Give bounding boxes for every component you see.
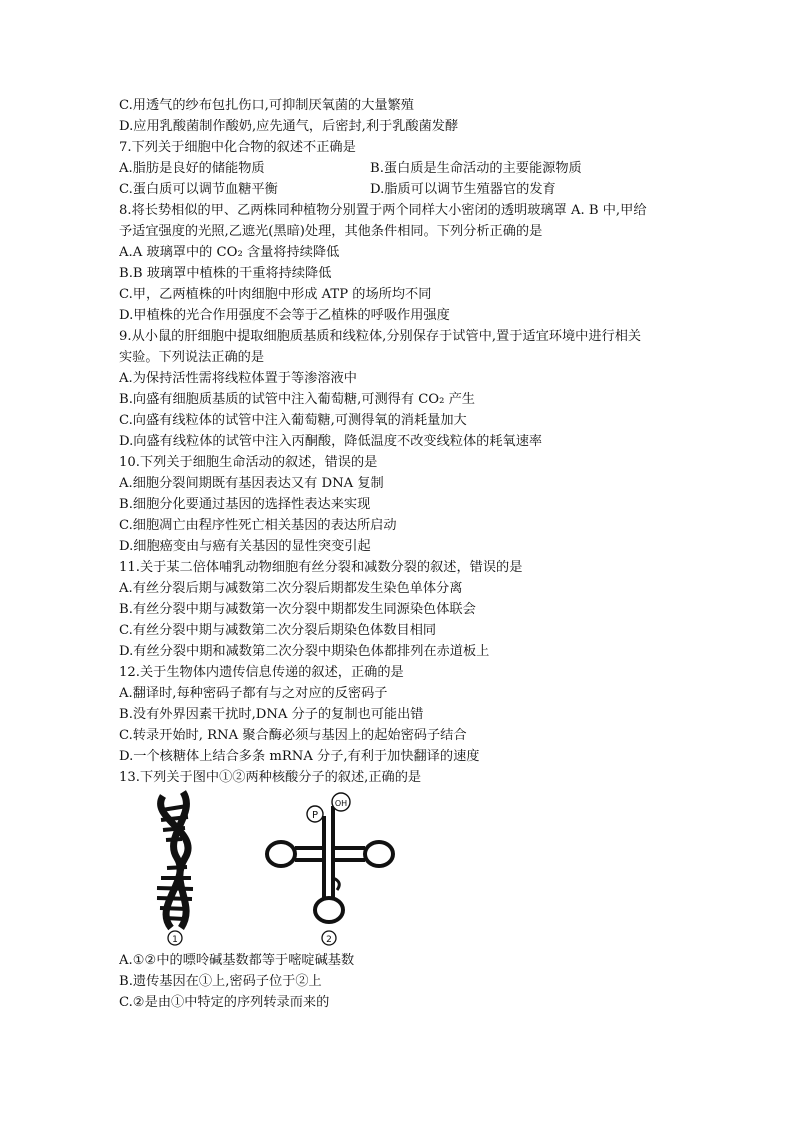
p-label: P: [311, 810, 319, 821]
q13-option-a: A.①②中的嘌呤碱基数都等于嘧啶碱基数: [119, 953, 355, 968]
label-2-text: 2: [326, 935, 332, 945]
q8-stem-line-1: 8.将长势相似的甲、乙两株同种植物分别置于两个同样大小密闭的透明玻璃罩 A. B 中,甲给: [119, 203, 647, 218]
q7-option-d: D.脂质可以调节生殖器官的发育: [370, 182, 556, 197]
figure-svg: [135, 786, 435, 946]
q9-option-a: A.为保持活性需将线粒体置于等渗溶液中: [119, 371, 357, 386]
q10-option-c: C.细胞凋亡由程序性死亡相关基因的表达所启动: [119, 518, 397, 533]
trna-cloverleaf-icon: [267, 806, 393, 922]
q6-option-c: C.用透气的纱布包扎伤口,可抑制厌氧菌的大量繁殖: [119, 98, 414, 113]
q10-option-b: B.细胞分化要通过基因的选择性表达来实现: [119, 497, 371, 512]
q12-stem: 12.关于生物体内遗传信息传递的叙述，正确的是: [119, 665, 404, 680]
label-1-text: 1: [172, 935, 178, 945]
q9-stem-line-1: 9.从小鼠的肝细胞中提取细胞质基质和线粒体,分别保存于试管中,置于适宜环境中进行相关: [119, 329, 642, 344]
q8-stem-line-2: 予适宜强度的光照,乙遮光(黑暗)处理，其他条件相同。下列分析正确的是: [119, 224, 543, 239]
q10-option-d: D.细胞癌变由与癌有关基因的显性突变引起: [119, 539, 371, 554]
q11-option-a: A.有丝分裂后期与减数第二次分裂后期都发生染色单体分离: [119, 581, 463, 596]
q11-option-d: D.有丝分裂中期和减数第二次分裂中期染色体都排列在赤道板上: [119, 644, 490, 659]
oh-label: OH: [334, 799, 348, 808]
q11-option-b: B.有丝分裂中期与减数第一次分裂中期都发生同源染色体联会: [119, 602, 476, 617]
q13-option-c: C.②是由①中特定的序列转录而来的: [119, 995, 330, 1010]
q12-option-a: A.翻译时,每种密码子都有与之对应的反密码子: [119, 686, 388, 701]
q13-option-b: B.遗传基因在①上,密码子位于②上: [119, 974, 322, 989]
q8-option-d: D.甲植株的光合作用强度不会等于乙植株的呼吸作用强度: [119, 308, 450, 323]
dna-helix-icon: [157, 792, 193, 928]
q6-option-d: D.应用乳酸菌制作酸奶,应先通气，后密封,利于乳酸菌发酵: [119, 119, 459, 134]
q10-option-a: A.细胞分裂间期既有基因表达又有 DNA 复制: [119, 476, 384, 491]
q7-options-row-1: [119, 159, 699, 179]
q7-option-c: C.蛋白质可以调节血糖平衡: [119, 182, 278, 197]
q10-stem: 10.下列关于细胞生命活动的叙述，错误的是: [119, 455, 378, 470]
nucleic-acid-figure: [135, 786, 435, 946]
q12-option-b: B.没有外界因素干扰时,DNA 分子的复制也可能出错: [119, 707, 424, 722]
q8-option-b: B.B 玻璃罩中植株的干重将持续降低: [119, 266, 332, 281]
q8-option-c: C.甲，乙两植株的叶肉细胞中形成 ATP 的场所均不同: [119, 287, 432, 302]
q9-option-d: D.向盛有线粒体的试管中注入丙酮酸，降低温度不改变线粒体的耗氧速率: [119, 434, 543, 449]
q13-stem: 13.下列关于图中①②两种核酸分子的叙述,正确的是: [119, 770, 422, 785]
q9-option-b: B.向盛有细胞质基质的试管中注入葡萄糖,可测得有 CO₂ 产生: [119, 392, 475, 407]
q11-stem: 11.关于某二倍体哺乳动物细胞有丝分裂和减数分裂的叙述，错误的是: [119, 560, 523, 575]
q12-option-c: C.转录开始时, RNA 聚合酶必须与基因上的起始密码子结合: [119, 728, 467, 743]
q8-option-a: A.A 玻璃罩中的 CO₂ 含量将持续降低: [119, 245, 340, 260]
q7-options-row-2: [119, 180, 699, 200]
q11-option-c: C.有丝分裂中期与减数第二次分裂后期染色体数目相同: [119, 623, 437, 638]
q7-option-a: A.脂肪是良好的储能物质: [119, 161, 265, 176]
q7-stem: 7.下列关于细胞中化合物的叙述不正确是: [119, 140, 356, 155]
q9-option-c: C.向盛有线粒体的试管中注入葡萄糖,可测得氧的消耗量加大: [119, 413, 467, 428]
q12-option-d: D.一个核糖体上结合多条 mRNA 分子,有利于加快翻译的速度: [119, 749, 480, 764]
q9-stem-line-2: 实验。下列说法正确的是: [119, 350, 265, 365]
q7-option-b: B.蛋白质是生命活动的主要能源物质: [370, 161, 582, 176]
